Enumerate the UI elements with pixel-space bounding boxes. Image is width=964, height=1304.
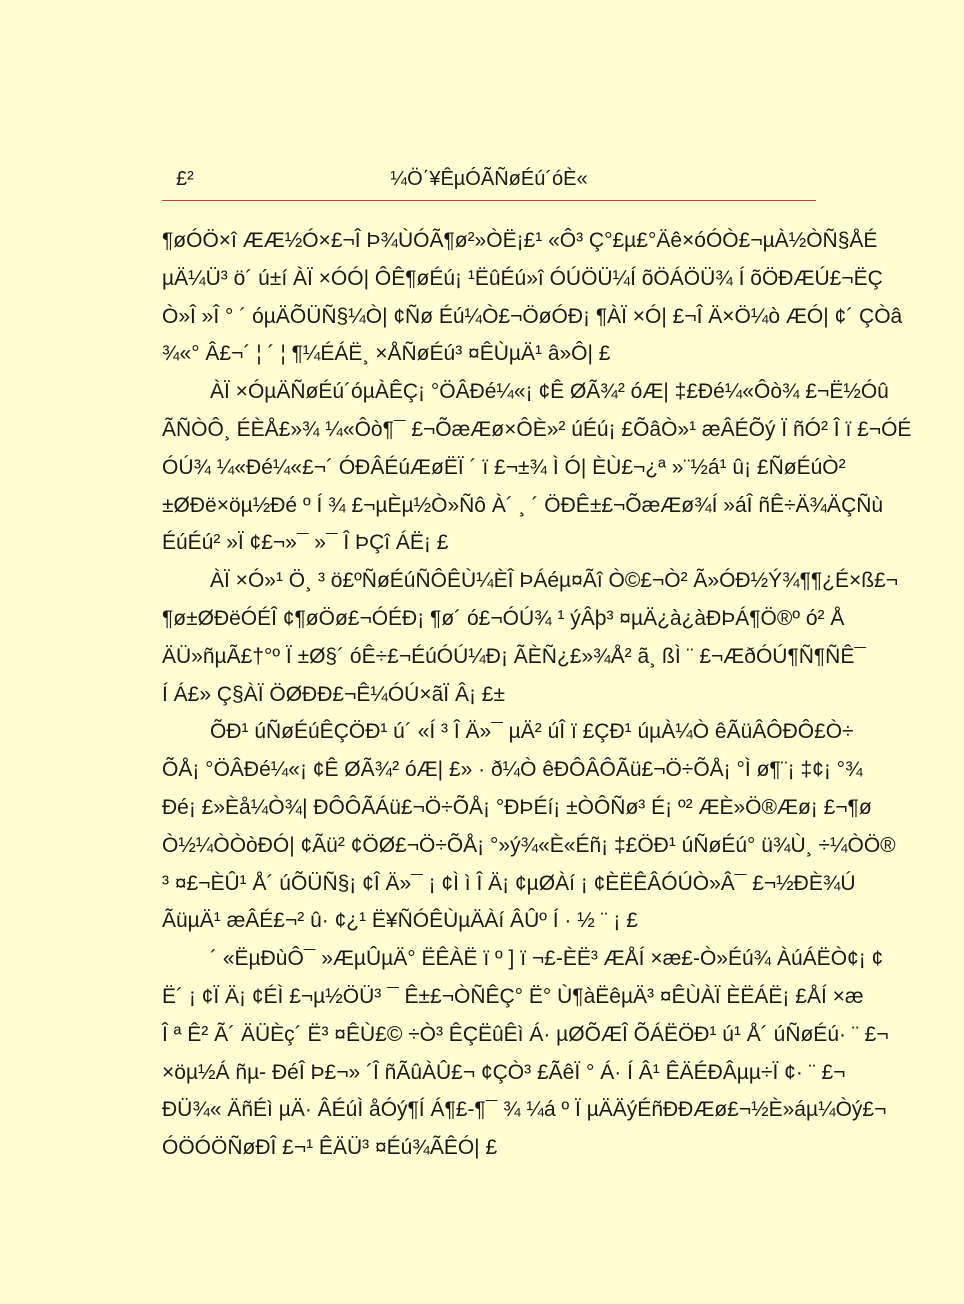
text-line: Í Á£» Ç§ÀÏ ÖØÐÐ£¬Ê¼ÓÚ×ãÏ Â¡ £± xyxy=(162,682,506,706)
text-line: Ë´ ¡ ¢Ï Ä¡ ¢ÉÌ £¬µ½ÖÜ³ ¯ Ê±£¬ÒÑÊÇ° Ë° Ù¶àËêµÄ³ ¤ÊÙÀÏ ÈËÁË¡ £ÅÍ ×æ xyxy=(162,984,864,1008)
paragraph-3 xyxy=(162,562,899,713)
text-line: ¶ø±ØÐëÓÉÎ ¢¶øÖø£¬ÓÉÐ¡ ¶ø´ ó£¬ÓÚ¾ ¹ ýÂþ³ ¤µÄ¿à¿àÐÞÁ¶Ö®º ó² Å xyxy=(162,606,845,630)
text-line: ÃüµÄ¹ æÂÉ£¬² û· ¢¿¹ Ë¥ÑÓÊÙµÄÀí ÂÛº Í · ½ ¨ ¡ £ xyxy=(162,909,638,933)
text-line: ¶øÓÖ×î ÆÆ½Ó×£¬Î Þ¾ÙÓÃ¶ø²»ÒË¡£¹ «Ô³ Ç°£µ£°Äê×óÓÒ£¬µÀ½ÒÑ§ÅÉ xyxy=(162,229,878,252)
text-line: ×öµ½Á ñµ- ÐéÎ Þ£¬» ´Î ñÃûÀÛ£¬ ¢ÇÒ³ £ÃêÏ ° Á· Í Â¹ ÊÄÉÐÂµµ÷Ï ¢· ¨ £¬ xyxy=(162,1060,846,1084)
text-line: ÉúÉú² »Ï ¢£¬»¯ »¯ Î ÞÇî ÁË¡ £ xyxy=(162,531,449,555)
text-line: ´ «ËµÐùÔ¯ »ÆµÛµÄ° ËÊÀË ï º ] ï ¬£-ÈË³ ÆÅÍ ×æ£-Ò»Éú¾ ÀúÁËÒ¢¡ ¢ xyxy=(210,947,884,971)
text-line: ÓÚ¾ ¼«Ðé¼«£¬´ ÓÐÂÉúÆøËÏ ´ ï £¬±¾ Ì Ó| ÈÙ£¬¿ª »¨½á¹ û¡ £ÑøÉúÒ² xyxy=(162,455,846,479)
text-line: Ò½¼ÒÒòÐÓ| ¢Ãü² ¢ÖØ£¬Ö÷ÕÅ¡ °»ý¾«È«Éñ¡ ‡£ÖÐ¹ úÑøÉú° ü¾Ù¸ ÷¼ÒÖ® xyxy=(162,833,896,857)
paragraph-2 xyxy=(162,373,912,562)
text-line: ÀÏ ×Ó»¹ Ö¸ ³ ö£ºÑøÉúÑÔÊÙ¼ÈÎ ÞÁéµ¤Ãî Ò©£¬Ò² Ã»ÓÐ½Ý¾¶¶¿É×ß£¬ xyxy=(210,569,899,593)
text-line: ÐÜ¾« ÄñÉì µÄ· ÂÉúÌ åÓý¶Í Á¶£-¶¯ ¾ ¼á º Ï µÄÄýÉñÐÐÆø£¬½È»áµ¼Òý£¬ xyxy=(162,1098,887,1122)
text-line: ±ØÐë×öµ½Ðé º Í ¾ £¬µÈµ½Ò»Ñô À´ ¸ ´ ÖÐÊ±£¬ÕæÆø¾Í »áÎ ñÊ÷Ä¾ÄÇÑù xyxy=(162,493,884,517)
text-line: ÀÏ ×ÓµÄÑøÉú´óµÀÊÇ¡ °ÖÂÐé¼«¡ ¢Ê ØÃ¾² óÆ| ‡£Ðé¼«Ôò¾ £¬Ë½Óû xyxy=(210,380,889,404)
text-line: Ò»Î »Î ° ´ óµÄÕÜÑ§¼Ò| ¢Ñø Éú¼Ò£¬ÖøÓÐ¡ ¶ÀÏ ×Ó| £¬Î Ä×Ö¼ò ÆÓ| ¢´ ÇÒâ xyxy=(162,304,903,328)
text-line: Î ª Ê² Ã´ ÄÜÈç´ Ë³ ¤ÊÙ£© ÷Ò³ ÊÇËûÊì Á· µØÕÆÎ ÕÁËÖÐ¹ ú¹ Å´ úÑøÉú· ¨ £¬ xyxy=(162,1022,889,1046)
paragraph-1 xyxy=(162,222,903,373)
body-text xyxy=(162,222,912,1167)
text-line: ÕÅ¡ °ÖÂÐé¼«¡ ¢Ê ØÃ¾² óÆ| £» · ð¼Ò êÐÔÂÔÃü£¬Ö÷ÕÅ¡ °Ì ø¶¨¡ ‡¢¡ °¾ xyxy=(162,758,863,782)
text-line: ÃÑÒÔ¸ ÉÈÅ£»¾ ¼«Ôò¶¯ £¬ÕæÆø×ÔÈ»² úÉú¡ £ÕâÒ»¹ æÂÉÕý Ï ñÓ² Î ï £¬ÓÉ xyxy=(162,417,912,441)
text-line: µÄ¼Ü³ ö´ ú±í ÀÏ ×ÓÓ| ÔÊ¶øÉú¡ ¹ËûÉú»î ÓÚÖÜ¼Í õÖÁÖÜ¾ Í õÖÐÆÚ£¬ËÇ xyxy=(162,266,883,290)
page-number: £² xyxy=(176,168,194,190)
page-header xyxy=(162,166,816,194)
text-line: ÓÖÓÖÑøÐÎ £¬¹ ÊÄÜ³ ¤Éú¾ÃÊÓ| £ xyxy=(162,1136,498,1160)
text-line: ÕÐ¹ úÑøÉúÊÇÖÐ¹ ú´ «Í ³ Î Ä»¯ µÄ² úÎ ï £ÇÐ¹ úµÀ¼Ò êÃüÂÔÐÔ£Ò÷ xyxy=(210,720,854,744)
paragraph-4 xyxy=(162,713,896,940)
paragraph-5 xyxy=(162,940,889,1167)
text-line: ³ ¤£¬ÈÛ¹ Å´ úÕÜÑ§¡ ¢Î Ä»¯ ¡ ¢Ì ì Î Ä¡ ¢µØÀí ¡ ¢ÈËÊÂÓÚÒ»Â¯ £¬½ÐÈ¾Ú xyxy=(162,871,856,895)
text-line: Ðé¡ £»Èå¼Ò¾| ÐÔÔÃÁü£¬Ö÷ÕÅ¡ °ÐÞÉí¡ ±ÒÔÑø³ É¡ º² ÆÈ»Ö®Æø¡ £¬¶ø xyxy=(162,795,872,819)
text-line: ¾«° Â£¬´ ¦ ´ ¦ ¶¼ÉÁË¸ ×ÅÑøÉú³ ¤ÊÙµÄ¹ â»Ô| £ xyxy=(162,342,611,366)
text-line: ÄÜ»ñµÃ£†°º Ï ±Ø§´ óÊ÷£¬ÉúÓÚ¼Ð¡ ÃÈÑ¿£»¾Å² ã¸ ßÌ ¨ £¬ÆðÓÚ¶Ñ¶ÑÊ¯ xyxy=(162,644,866,668)
header-divider xyxy=(162,200,816,201)
running-title: ¼Ö΄¥ÊµÓÃÑøÉú´óÈ« xyxy=(390,168,588,190)
